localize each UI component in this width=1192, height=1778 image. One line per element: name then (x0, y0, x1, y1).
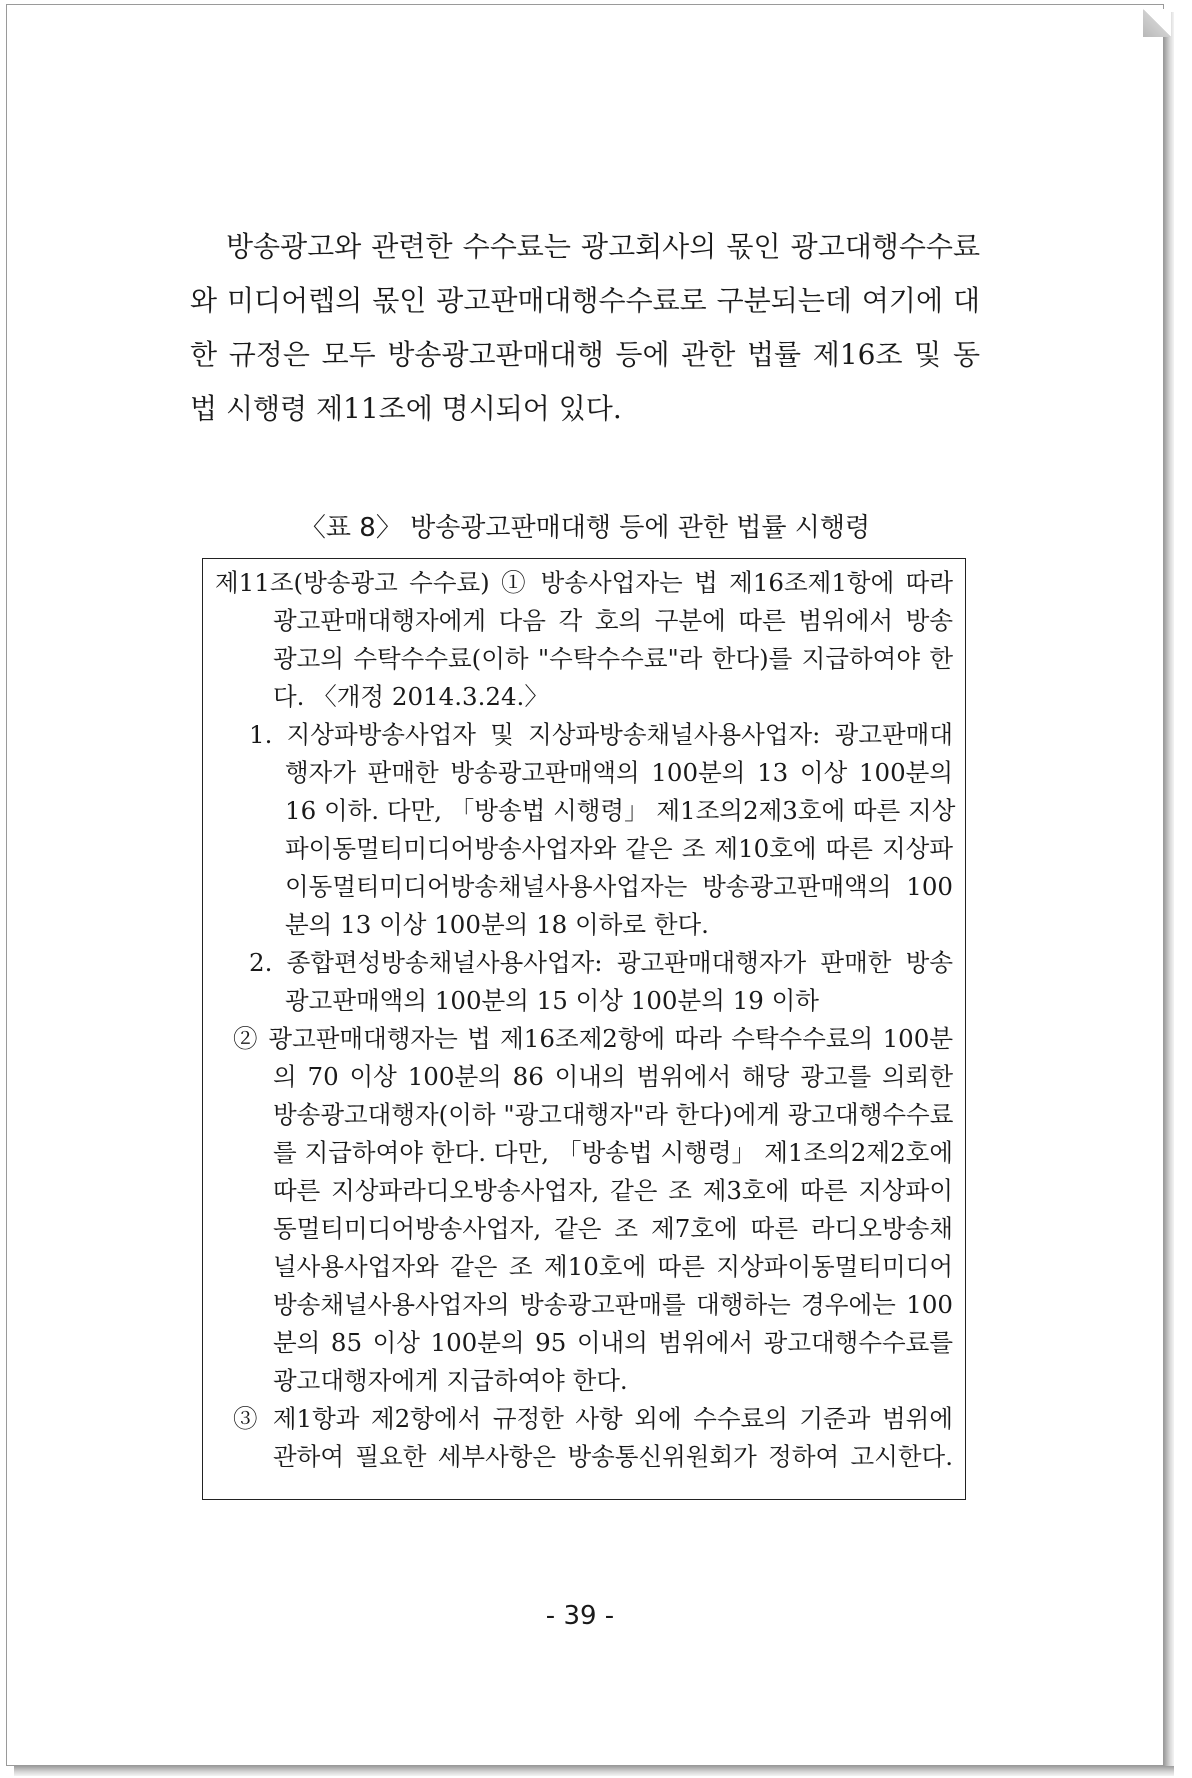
law-line: 방송채널사용사업자의 방송광고판매를 대행하는 경우에는 100 (273, 1290, 953, 1319)
law-line: 제11조(방송광고 수수료) ① 방송사업자는 법 제16조제1항에 따라 (215, 568, 953, 597)
law-line: ③ 제1항과 제2항에서 규정한 사항 외에 수수료의 기준과 범위에 (233, 1404, 953, 1433)
law-line: 광고대행자에게 지급하여야 한다. (273, 1366, 628, 1395)
law-line: 16 이하. 다만, 「방송법 시행령」 제1조의2제3호에 따른 지상 (285, 796, 956, 825)
law-line: 따른 지상파라디오방송사업자, 같은 조 제3호에 따른 지상파이 (273, 1176, 953, 1205)
law-line: 광고판매대행자에게 다음 각 호의 구분에 따른 범위에서 방송 (273, 606, 953, 635)
law-line: 행자가 판매한 방송광고판매액의 100분의 13 이상 100분의 (285, 758, 953, 787)
law-line: 이동멀티미디어방송채널사용사업자는 방송광고판매액의 100 (285, 872, 953, 901)
paragraph-line: 한 규정은 모두 방송광고판매대행 등에 관한 법률 제16조 및 동 (190, 338, 980, 371)
law-line: 분의 85 이상 100분의 95 이내의 범위에서 광고대행수수료를 (273, 1328, 953, 1357)
law-line: 를 지급하여야 한다. 다만, 「방송법 시행령」 제1조의2제2호에 (273, 1138, 953, 1167)
paragraph-line: 와 미디어렙의 몫인 광고판매대행수수료로 구분되는데 여기에 대 (190, 284, 980, 317)
law-line: 파이동멀티미디어방송사업자와 같은 조 제10호에 따른 지상파 (285, 834, 953, 863)
page-number: - 39 - (545, 1601, 615, 1631)
law-text-box (202, 558, 966, 1500)
law-line: 널사용사업자와 같은 조 제10호에 따른 지상파이동멀티미디어 (273, 1252, 953, 1281)
law-line: ② 광고판매대행자는 법 제16조제2항에 따라 수탁수수료의 100분 (233, 1024, 953, 1053)
law-line: 광고의 수탁수수료(이하 "수탁수수료"라 한다)를 지급하여야 한 (273, 644, 953, 673)
table-caption: 〈표 8〉 방송광고판매대행 등에 관한 법률 시행령 (299, 513, 871, 543)
intro-paragraph (190, 220, 980, 436)
paragraph-line: 방송광고와 관련한 수수료는 광고회사의 몫인 광고대행수수료 (226, 230, 980, 263)
law-line: 광고판매액의 100분의 15 이상 100분의 19 이하 (285, 986, 819, 1015)
page-shadow (14, 1766, 1174, 1776)
paragraph-line: 법 시행령 제11조에 명시되어 있다. (190, 392, 622, 425)
law-line: 2. 종합편성방송채널사용사업자: 광고판매대행자가 판매한 방송 (249, 948, 953, 977)
law-line: 방송광고대행자(이하 "광고대행자"라 한다)에게 광고대행수수료 (273, 1100, 954, 1129)
law-line: 의 70 이상 100분의 86 이내의 범위에서 해당 광고를 의뢰한 (273, 1062, 953, 1091)
law-line: 다. 〈개정 2014.3.24.〉 (273, 682, 549, 711)
law-line: 1. 지상파방송사업자 및 지상파방송채널사용사업자: 광고판매대 (249, 720, 953, 749)
law-line: 관하여 필요한 세부사항은 방송통신위원회가 정하여 고시한다. (273, 1442, 953, 1471)
law-line: 분의 13 이상 100분의 18 이하로 한다. (285, 910, 709, 939)
page-shadow (1164, 12, 1174, 1774)
page-corner-fold (1143, 9, 1171, 37)
law-line: 동멀티미디어방송사업자, 같은 조 제7호에 따른 라디오방송채 (273, 1214, 953, 1243)
